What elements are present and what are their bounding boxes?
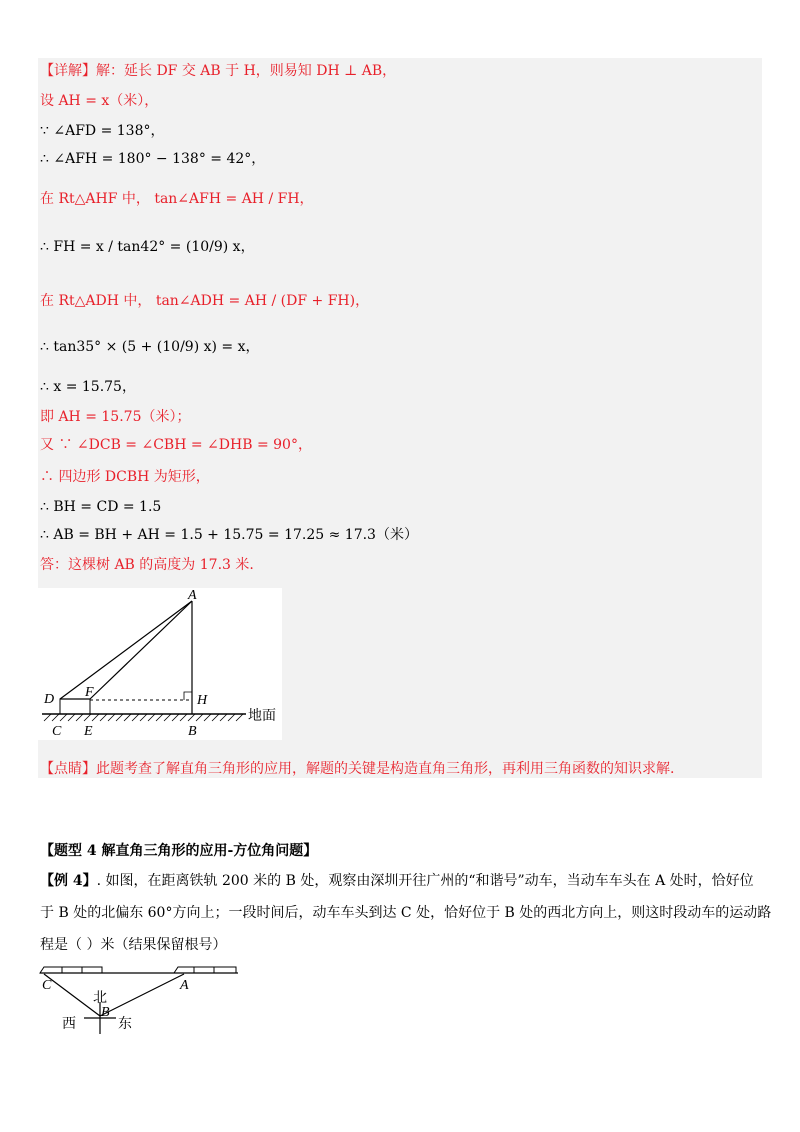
solution-line-11: 又 ∵ ∠DCB = ∠CBH = ∠DHB = 90°， xyxy=(40,437,312,453)
problem-line-1: 【例 4】. 如图，在距离铁轨 200 米的 B 处，观察由深圳开往广州的“和谐号”动车，当动车车头在 A 处时，恰好位 xyxy=(40,873,754,889)
solution-line-8: ∴ tan35° × (5 + (10/9) x) = x， xyxy=(40,339,260,355)
solution-line-6: ∴ FH = x / tan42° = (10/9) x， xyxy=(40,239,255,255)
solution-line-13: ∴ BH = CD = 1.5 xyxy=(40,499,162,515)
label-C: C xyxy=(52,724,62,739)
solution-line-1: 【详解】解：延长 DF 交 AB 于 H，则易知 DH ⊥ AB， xyxy=(40,63,397,79)
label-ground: 地面 xyxy=(248,708,276,724)
label-west: 西 xyxy=(62,1016,76,1032)
label-D: D xyxy=(44,692,55,707)
label-C2: C xyxy=(42,978,52,993)
label-E: E xyxy=(84,724,93,739)
label-B: B xyxy=(188,724,197,739)
solution-line-3: ∵ ∠AFD = 138°， xyxy=(40,123,165,139)
label-A2: A xyxy=(180,978,189,993)
solution-line-9: ∴ x = 15.75， xyxy=(40,379,136,395)
answer-line: 答：这棵树 AB 的高度为 17.3 米. xyxy=(40,557,254,573)
label-north: 北 xyxy=(93,990,107,1006)
solution-line-14: ∴ AB = BH + AH = 1.5 + 15.75 = 17.25 ≈ 17.3（米） xyxy=(40,527,418,543)
solution-line-12: ∴ 四边形 DCBH 为矩形， xyxy=(40,469,210,485)
solution-line-5: 在 Rt△AHF 中， tan∠AFH = AH / FH， xyxy=(40,191,314,207)
problem-line-2: 于 B 处的北偏东 60°方向上；一段时间后，动车车头到达 C 处，恰好位于 B 处的西北方向上，则这时段动车的运动路 xyxy=(40,905,772,921)
label-A: A xyxy=(188,588,197,603)
label-B2: B xyxy=(101,1005,110,1020)
solution-line-4: ∴ ∠AFH = 180° − 138° = 42°， xyxy=(40,151,266,167)
train-bearing-figure xyxy=(38,964,244,1044)
problem-line-3: 程是（ ）米（结果保留根号） xyxy=(40,937,227,953)
label-F: F xyxy=(85,685,94,700)
tree-height-figure xyxy=(38,588,282,740)
line-AB xyxy=(100,974,184,1016)
solution-line-10: 即 AH = 15.75（米）； xyxy=(40,409,191,425)
comment-line: 【点睛】此题考查了解直角三角形的应用，解题的关键是构造直角三角形，再利用三角函数的知识求解. xyxy=(40,761,675,777)
label-east: 东 xyxy=(118,1016,132,1032)
comment-tag: 【点睛】 xyxy=(40,761,96,777)
solution-line-7: 在 Rt△ADH 中， tan∠ADH = AH / (DF + FH)， xyxy=(40,293,370,309)
solution-line-2: 设 AH = x（米）， xyxy=(40,93,159,109)
example-tag: 【例 4】 xyxy=(40,873,97,889)
label-H: H xyxy=(197,693,208,708)
line-CB xyxy=(44,974,100,1016)
solution-tag: 【详解】 xyxy=(40,63,96,79)
section-heading: 【题型 4 解直角三角形的应用-方位角问题】 xyxy=(40,843,318,859)
